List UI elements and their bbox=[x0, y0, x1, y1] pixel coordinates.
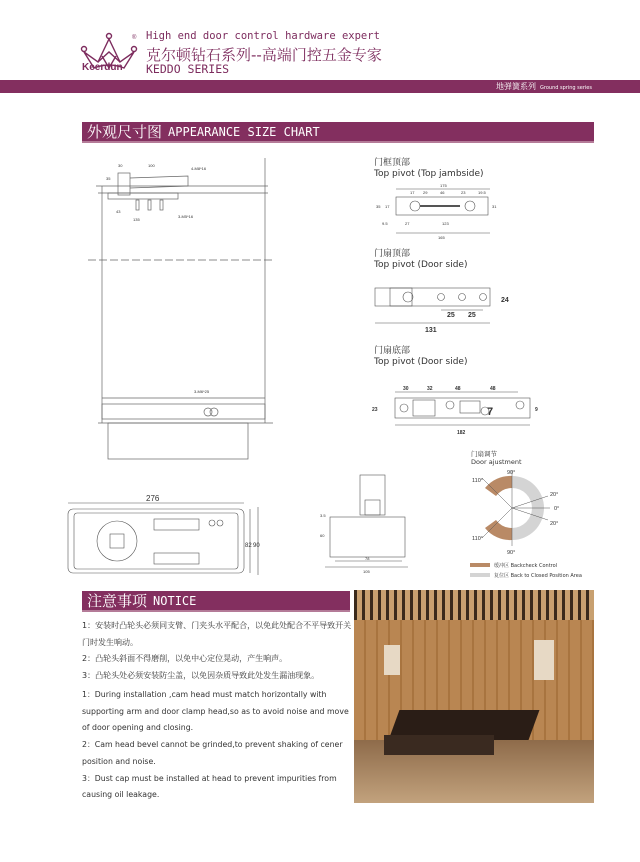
notice-item-zh: 3：凸轮头处必须安装防尘盖，以免因杂质导致此处发生漏油现象。 bbox=[82, 670, 320, 680]
top-door-label bbox=[374, 249, 467, 271]
label-en: Top pivot (Door side) bbox=[374, 260, 468, 270]
dim: 35 bbox=[106, 176, 111, 181]
dim: 131 bbox=[425, 327, 437, 334]
dim: 90 bbox=[253, 543, 260, 549]
notice-item-en: 1：During installation ,cam head must match horizontally with supporting arm and door clamp head,so as to avoid noise and move of door opening and closing. bbox=[82, 690, 349, 733]
label-zh: 门扇调节 bbox=[471, 450, 497, 458]
notice-item-zh: 1：安装时凸轮头必须同支臂、门夹头水平配合，以免此处配合不平导致开关门时发生响动。 bbox=[82, 621, 352, 647]
dim: 3-M5*16 bbox=[178, 214, 194, 219]
heading-en: APPEARANCE SIZE CHART bbox=[168, 124, 320, 139]
legend-closed-position bbox=[470, 571, 582, 581]
keerdun-crown-logo bbox=[80, 22, 138, 82]
dim: 175 bbox=[440, 183, 447, 188]
conference-room-photo bbox=[354, 590, 594, 803]
label-en: Top pivot (Door side) bbox=[374, 357, 468, 367]
door-adjustment-diagram bbox=[470, 468, 590, 560]
dim: 31 bbox=[492, 204, 497, 209]
dim: 7 bbox=[487, 406, 494, 418]
dim: 35 bbox=[376, 204, 381, 209]
heading-zh: 注意事项 bbox=[87, 592, 148, 610]
dim: 9 bbox=[535, 407, 538, 413]
dim: 4-M8*16 bbox=[191, 166, 207, 171]
notice-item-en: 3：Dust cap must be installed at head to prevent impurities from causing oil leakage. bbox=[82, 773, 337, 800]
legend-en: Backcheck Control bbox=[510, 563, 558, 569]
dim: 27 bbox=[405, 221, 410, 226]
dim: 17 bbox=[410, 190, 415, 195]
dim: 30 bbox=[403, 386, 409, 392]
angle-label: 0° bbox=[554, 506, 560, 512]
legend-en: Back to Closed Position Area bbox=[510, 573, 582, 579]
dim: 29 bbox=[423, 190, 428, 195]
dim: 23 bbox=[461, 190, 466, 195]
label-zh: 门扇顶部 bbox=[374, 249, 411, 259]
dim: 19.5 bbox=[478, 190, 486, 195]
notice-text bbox=[82, 618, 352, 804]
dim: 43 bbox=[116, 209, 121, 214]
angle-label: 110° bbox=[472, 536, 483, 542]
notice-heading bbox=[82, 591, 350, 612]
angle-label: 20° bbox=[550, 521, 559, 527]
series-name: KEDDO SERIES bbox=[146, 62, 230, 76]
category-label bbox=[496, 81, 592, 92]
heading-en: NOTICE bbox=[153, 593, 197, 608]
dim: 30 bbox=[118, 163, 123, 168]
legend-swatch bbox=[470, 573, 490, 577]
adjustment-label bbox=[471, 450, 522, 466]
brand-name: Keerdun bbox=[82, 62, 123, 73]
label-zh: 门框顶部 bbox=[374, 158, 411, 168]
notice-item-en: 2：Cam head bevel cannot be grinded,to prevent shaking of cener position and noise. bbox=[82, 740, 343, 766]
legend-zh: 复位区 bbox=[494, 573, 510, 579]
dim: 100 bbox=[148, 163, 155, 168]
legend-swatch bbox=[470, 563, 490, 567]
dim: 105 bbox=[363, 569, 370, 574]
adjustment-legend bbox=[470, 561, 582, 581]
top-door-drawing bbox=[370, 285, 515, 335]
tagline-zh: 克尔顿钻石系列--高端门控五金专家 bbox=[146, 46, 382, 64]
angle-label: 90° bbox=[507, 470, 516, 476]
category-en: Ground spring series bbox=[540, 85, 592, 91]
legend-backcheck bbox=[470, 561, 582, 571]
dim: 165 bbox=[438, 235, 445, 240]
side-view-drawing bbox=[320, 470, 415, 575]
top-jamb-label bbox=[374, 158, 484, 180]
svg-text:®: ® bbox=[132, 35, 137, 41]
dim: 48 bbox=[455, 386, 461, 392]
heading-zh: 外观尺寸图 bbox=[87, 123, 163, 141]
dim: 60 bbox=[320, 533, 325, 538]
bottom-door-label bbox=[374, 346, 467, 368]
tagline-en: High end door control hardware expert bbox=[146, 30, 380, 42]
dim: 32 bbox=[427, 386, 433, 392]
dim: 46 bbox=[440, 190, 445, 195]
dim: 25 bbox=[468, 312, 476, 319]
dim: 48 bbox=[490, 386, 496, 392]
label-en: Door ajustment bbox=[471, 458, 522, 466]
angle-label: 110° bbox=[472, 478, 483, 484]
bottom-door-drawing bbox=[370, 380, 545, 440]
dim: 3-M6*25 bbox=[194, 389, 210, 394]
door-elevation-drawing bbox=[88, 158, 288, 463]
angle-label: 20° bbox=[550, 492, 559, 498]
dim: 23 bbox=[372, 407, 378, 413]
label-zh: 门扇底部 bbox=[374, 346, 411, 356]
base-plate-drawing bbox=[62, 495, 272, 580]
dim: 25 bbox=[447, 312, 455, 319]
dim: 135 bbox=[133, 217, 140, 222]
angle-label: 90° bbox=[507, 550, 516, 556]
label-en: Top pivot (Top jambside) bbox=[374, 169, 484, 179]
dim: 78 bbox=[365, 556, 370, 561]
notice-item-zh: 2：凸轮头斜面不得磨削，以免中心定位晃动，产生响声。 bbox=[82, 654, 288, 663]
dim: 182 bbox=[457, 430, 466, 436]
dim: 82 bbox=[245, 543, 252, 549]
dim: 9.5 bbox=[382, 221, 388, 226]
dim: 276 bbox=[146, 495, 160, 503]
dim: 3.5 bbox=[320, 513, 326, 518]
size-chart-heading bbox=[82, 122, 594, 143]
legend-zh: 缓冲区 bbox=[494, 563, 510, 569]
dim: 17 bbox=[385, 204, 390, 209]
category-zh: 地弹簧系列 bbox=[496, 82, 537, 91]
dim: 24 bbox=[501, 297, 509, 304]
top-jamb-drawing bbox=[360, 183, 500, 243]
dim: 123 bbox=[442, 221, 449, 226]
